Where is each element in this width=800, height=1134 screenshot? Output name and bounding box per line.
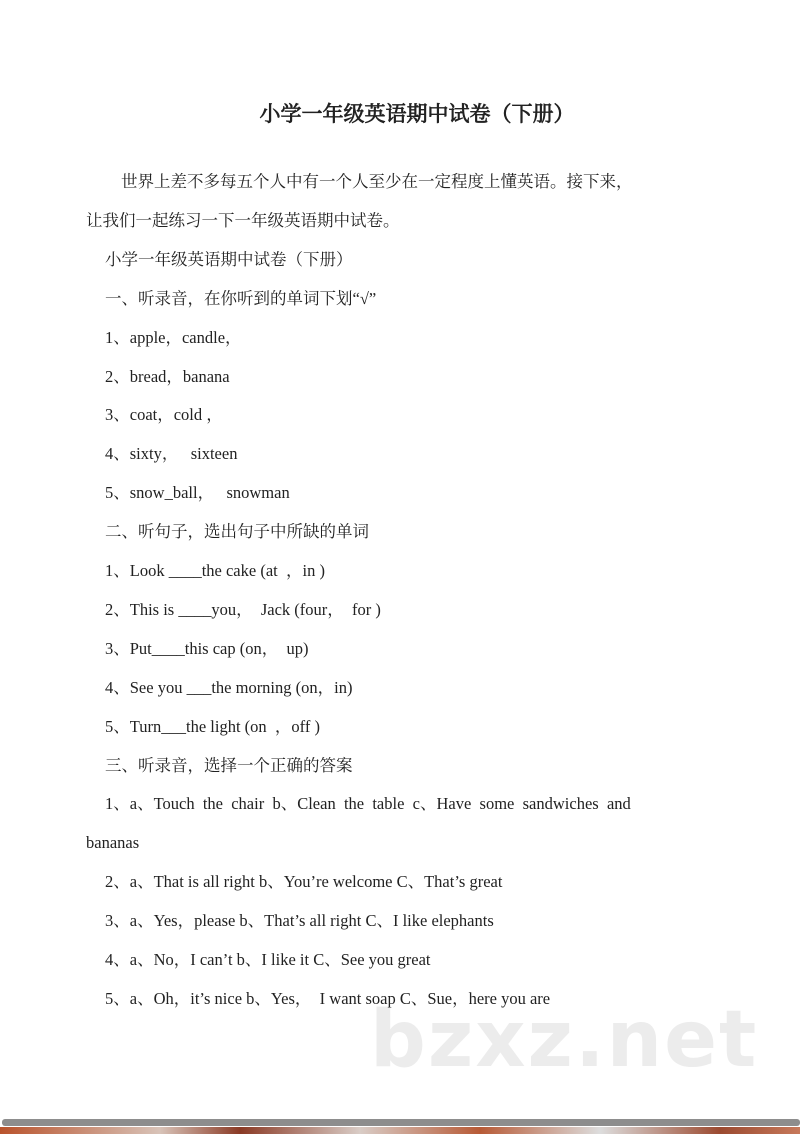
text-line: 3、Put____this cap (on， up) (105, 638, 309, 658)
text-line: 世界上差不多每五个人中有一个人至少在一定程度上懂英语。接下来， (121, 172, 633, 191)
text-line: 2、This is ____you， Jack (four， for ) (105, 599, 381, 619)
text-line: 5、snow_ball， snowman (105, 483, 290, 503)
text-line: 4、a、No，I can’t b、I like it C、See you great (105, 950, 431, 969)
watermark: bzxz.net (370, 995, 759, 1085)
text-line: 5、Turn___the light (on ，off ) (105, 716, 320, 736)
text-line: 3、coat，cold ， (105, 405, 223, 425)
text-line: 2、bread，banana (105, 366, 230, 386)
text-line: 三、听录音，选择一个正确的答案 (105, 755, 353, 775)
text-line: bananas (86, 833, 140, 853)
text-line: 二、听句子，选出句子中所缺的单词 (105, 522, 369, 542)
horizontal-scrollbar[interactable] (2, 1119, 800, 1126)
text-line: 4、sixty， sixteen (105, 444, 238, 464)
text-line: 2、a、That is all right b、You’re welcome C、That’s great (105, 872, 503, 892)
text-line: 1、Look ____the cake (at ，in ) (105, 561, 325, 580)
text-line: 1、apple，candle， (105, 327, 242, 347)
text-line: 4、See you ___the morning (on，in) (105, 677, 353, 697)
text-line: 5、a、Oh，it’s nice b、Yes， I want soap C、Sue，here you are (105, 988, 551, 1008)
text-line: 1、a、Touch the chair b、Clean the table c、Have some sandwiches and (105, 794, 631, 814)
text-line: 3、a、Yes，please b、That’s all right C、I like elephants (105, 911, 494, 931)
text-line: 一、听录音，在你听到的单词下划“√” (105, 288, 377, 308)
text-line: 让我们一起练习一下一年级英语期中试卷。 (86, 210, 400, 230)
page-title: 小学一年级英语期中试卷（下册） (259, 102, 575, 126)
text-line: 小学一年级英语期中试卷（下册） (105, 249, 353, 269)
image-strip (0, 1127, 800, 1134)
